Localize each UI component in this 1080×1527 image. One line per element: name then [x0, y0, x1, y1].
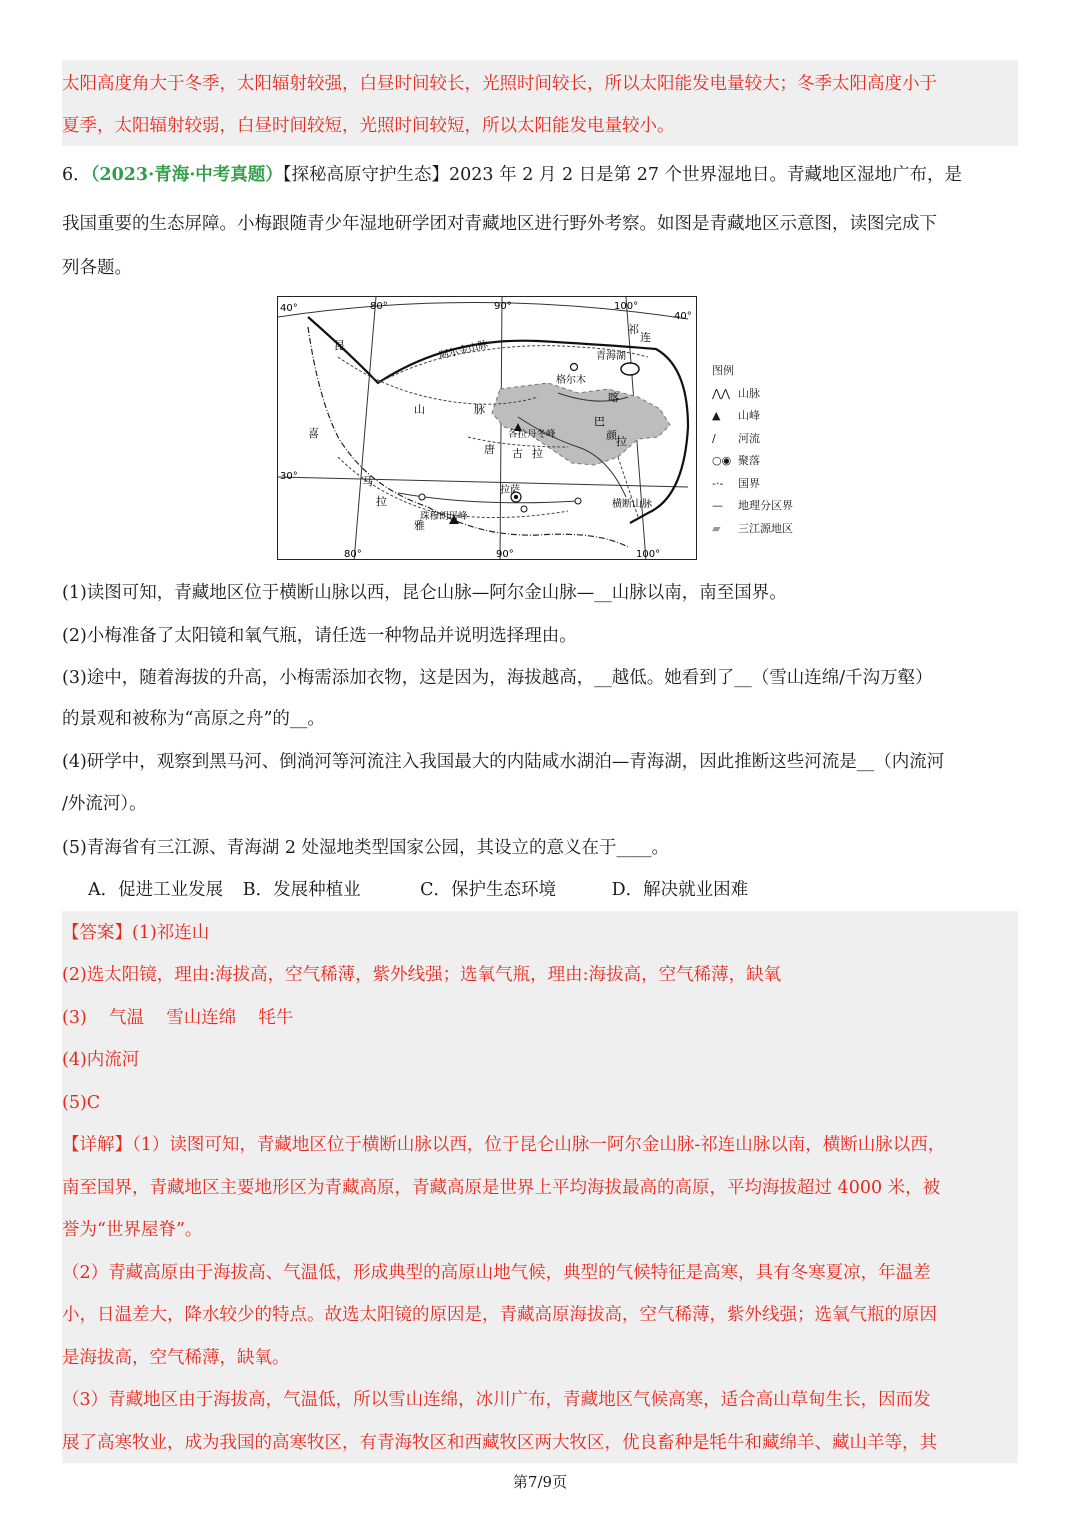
sub-question-2: (2)小梅准备了太阳镜和氧气瓶，请任选一种物品并说明选择理由。 [62, 626, 577, 646]
qinghai-lake-shape [621, 363, 639, 375]
sub-question-1: (1)读图可知，青藏地区位于横断山脉以西，昆仑山脉—阿尔金山脉—__山脉以南，南至国界。 [62, 583, 787, 603]
sub-question-3-line1: (3)途中，随着海拔的升高，小梅需添加衣物，这是因为，海拔越高，__越低。她看到了__（雪山连绵/千沟万壑） [62, 668, 933, 688]
svg-text:喀: 喀 [608, 391, 619, 404]
option-b: B．发展种植业 [242, 880, 361, 900]
answer-line3: (3) 气温 雪山连绵 牦牛 [62, 1008, 294, 1028]
legend-mountain: ⋀⋀ 山脉 [712, 386, 760, 400]
svg-text:100°: 100° [636, 549, 661, 560]
svg-text:巴: 巴 [594, 415, 605, 428]
svg-text:山: 山 [414, 403, 425, 416]
svg-text:昆: 昆 [334, 339, 345, 352]
answer-line4: (4)内流河 [62, 1050, 140, 1070]
detail-p3-line2: 展了高寒牧业，成为我国的高寒牧区，有青海牧区和西藏牧区两大牧区，优良畜种是牦牛和藏绵羊、藏山羊等，其 [62, 1433, 937, 1453]
answer-line5: (5)C [62, 1093, 101, 1113]
svg-text:拉: 拉 [376, 495, 387, 508]
question-intro-line3: 列各题。 [62, 258, 132, 278]
label-geladandong: 各拉丹冬峰 [508, 429, 556, 440]
sub-question-5: (5)青海省有三江源、青海湖 2 处湿地类型国家公园，其设立的意义在于____。 [62, 838, 670, 858]
legend-title: 图例 [712, 364, 734, 377]
sub-question-4-line2: /外流河）。 [62, 794, 147, 814]
detail-p2-line2: 小，日温差大，降水较少的特点。故选太阳镜的原因是，青藏高原海拔高，空气稀薄，紫外线强；选氧气瓶的原因 [62, 1305, 937, 1325]
detail-p2-line1: （2）青藏高原由于海拔高、气温低，形成典型的高原山地气候，典型的气候特征是高寒，具有冬寒夏凉，年温差 [62, 1263, 931, 1283]
svg-text:连: 连 [640, 331, 651, 344]
map-label-lon40: 40° [280, 303, 298, 314]
svg-text:马: 马 [362, 475, 373, 488]
svg-text:40°: 40° [674, 311, 692, 322]
svg-text:100°: 100° [614, 301, 639, 312]
svg-text:古: 古 [512, 447, 523, 460]
lon-80-line [354, 297, 376, 560]
prev-answer-line1: 太阳高度角大于冬季，太阳辐射较强，白昼时间较长，光照时间较长，所以太阳能发电量较大；冬季太阳高度小于 [62, 74, 937, 94]
legend-river: ∕ 河流 [712, 431, 760, 445]
question-source: （2023·青海·中考真题） [90, 165, 283, 185]
label-hengduan: 横断山脉 [612, 499, 652, 510]
lon-90-line [500, 297, 502, 560]
legend-sanjiangyuan: ▰ 三江源地区 [712, 521, 793, 535]
svg-text:80°: 80° [344, 549, 362, 560]
label-lhasa: 拉萨 [500, 485, 520, 496]
detail-p3-line1: （3）青藏地区由于海拔高，气温低，所以雪山连绵，冰川广布，青藏地区气候高寒，适合高山草甸生长，因而发 [62, 1390, 931, 1410]
question-intro-line1 [62, 163, 962, 187]
legend-border: -·- 国界 [712, 476, 760, 490]
option-c: C．保护生态环境 [420, 880, 557, 900]
sub-question-3-line2: 的景观和被称为“高原之舟”的__。 [62, 709, 325, 729]
detail-p1-line1: 【详解】（1）读图可知，青藏地区位于横断山脉以西，位于昆仑山脉一阿尔金山脉-祁连山脉以南，横断山脉以西， [62, 1135, 946, 1155]
qinghai-tibet-map [277, 296, 697, 560]
label-qinghai-lake: 青海湖 [596, 351, 626, 362]
svg-text:唐: 唐 [484, 443, 495, 456]
label-golmud: 格尔木 [556, 375, 586, 386]
question-intro-text: 【探秘高原守护生态】2023 年 2 月 2 日是第 27 个世界湿地日。青藏地区湿地广布，是 [282, 165, 963, 185]
option-d: D．解决就业困难 [611, 880, 749, 900]
page-footer: 第7/9页 [512, 1473, 568, 1491]
answer-line2: (2)选太阳镜，理由:海拔高，空气稀薄，紫外线强；选氧气瓶，理由:海拔高，空气稀薄，缺氧 [62, 965, 782, 985]
detail-p1-line3: 誉为“世界屋脊”。 [62, 1220, 203, 1240]
svg-text:脉: 脉 [474, 403, 485, 416]
svg-text:拉: 拉 [532, 447, 543, 460]
question-intro-line2: 我国重要的生态屏障。小梅跟随青少年湿地研学团对青藏地区进行野外考察。如图是青藏地区示意图，读图完成下 [62, 214, 937, 234]
detail-p1-line2: 南至国界，青藏地区主要地形区为青藏高原，青藏高原是世界上平均海拔最高的高原，平均海拔超过 4000 米，被 [62, 1178, 941, 1198]
prev-answer-line2: 夏季，太阳辐射较弱，白昼时间较短，光照时间较短，所以太阳能发电量较小。 [62, 116, 675, 136]
map-legend-box [712, 360, 793, 540]
svg-text:30°: 30° [280, 471, 298, 482]
label-everest: 珠穆朗玛峰 [420, 511, 468, 522]
option-a: A．促进工业发展 [88, 880, 224, 900]
answer-line1: 【答案】(1)祁连山 [62, 923, 210, 943]
sub-question-4-line1: (4)研学中，观察到黑马河、倒淌河等河流注入我国最大的内陆咸水湖泊—青海湖，因此推断这些河流是__（内流河 [62, 752, 945, 772]
detail-p2-line3: 是海拔高，空气稀薄，缺氧。 [62, 1348, 290, 1368]
options-row [88, 878, 748, 902]
label-altun: 阿尔金山脉 [438, 339, 490, 362]
svg-text:90°: 90° [496, 549, 514, 560]
svg-text:拉: 拉 [616, 435, 627, 448]
detail-label: 【详解】 [62, 1135, 132, 1155]
answer-label: 【答案】 [62, 923, 132, 943]
svg-text:喜: 喜 [308, 427, 319, 440]
legend-peak: ▲ 山峰 [712, 409, 760, 422]
golmud-dot [571, 364, 578, 371]
legend-settlement: ○◉ 聚落 [712, 454, 760, 467]
svg-text:雅: 雅 [414, 519, 425, 532]
svg-text:90°: 90° [494, 301, 512, 312]
question-number: 6． [62, 165, 91, 185]
svg-text:祁: 祁 [628, 323, 639, 336]
svg-text:80°: 80° [370, 301, 388, 312]
svg-text:颜: 颜 [606, 429, 617, 442]
legend-region-line: — 地理分区界 [712, 499, 793, 512]
